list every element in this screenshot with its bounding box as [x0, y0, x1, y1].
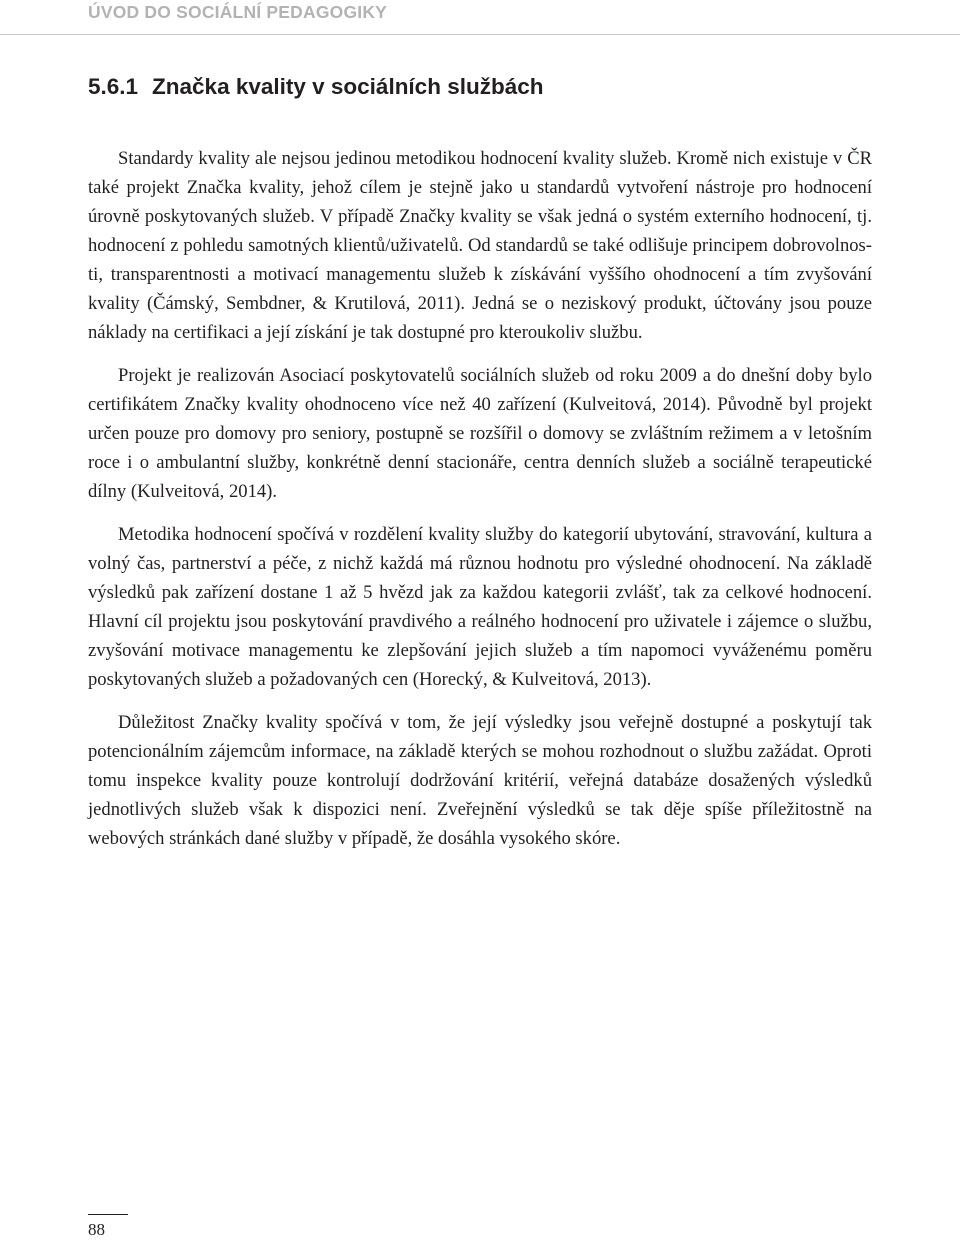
body-text — [88, 144, 872, 867]
page-number: 88 — [88, 1220, 105, 1239]
paragraph: Standardy kvality ale nejsou jedinou metodikou hodnocení kvality služeb. Kromě nich existuje v ČR také projekt Značka kvality, jehož cílem je stejně jako u standardů vytvoření nástroje pro hodnocení úrovně poskytovaných služeb. V případě Značky kvality se však jedná o systém externího hodnocení, tj. hodnocení z pohledu samotných klientů/uživatelů. Od standardů se také odlišuje principem dobrovolnosti, transparentnosti a motivací managementu služeb k získávání vyššího ohodnocení a tím zvyšování kvality (Čámský, Sembdner, & Krutilová, 2011). Jedná se o neziskový produkt, účtovány jsou pouze náklady na certifikaci a její získání je tak dostupné pro kteroukoliv službu. — [88, 148, 872, 343]
section-heading — [88, 74, 543, 100]
section-title: Značka kvality v sociálních službách — [152, 74, 544, 99]
running-header: ÚVOD DO SOCIÁLNÍ PEDAGOGIKY — [88, 2, 388, 22]
paragraph: Projekt je realizován Asociací poskytovatelů sociálních služeb od roku 2009 a do dnešní doby bylo certifikátem Značky kvality ohodnoceno více než 40 zařízení (Kulveitová, 2014). Původně byl projekt určen pouze pro domovy pro seniory, postupně se rozšířil o domovy se zvláštním režimem a v letošním roce i o ambulantní služby, konkrétně denní stacionáře, centra denních služeb a sociálně terapeutické dílny (Kulveitová, 2014). — [88, 365, 872, 502]
paragraph: Důležitost Značky kvality spočívá v tom, že její výsledky jsou veřejně dostupné a poskytují tak potencionálním zájemcům informace, na základě kterých se mohou rozhodnout o službu zažádat. Oproti tomu inspekce kvality pouze kontrolují dodržování kritérií, veřejná databáze dosažených výsledků jednotlivých služeb však k dispozici není. Zveřejnění výsledků se tak děje spíše příležitostně na webových stránkách dané služby v případě, že dosáhla vysokého skóre. — [88, 712, 872, 849]
paragraph: Metodika hodnocení spočívá v rozdělení kvality služby do kategorií ubytování, stravování, kultura a volný čas, partnerství a péče, z nichž každá má různou hodnotu pro výsledné ohodnocení. Na základě výsledků pak zařízení dostane 1 až 5 hvězd jak za každou kategorii zvlášť, tak za celkové hodnocení. Hlavní cíl projektu jsou poskytování pravdivého a reálného hodnocení pro uživatele i zájemce o službu, zvyšování motivace managementu ke zlepšování jejich služeb a tím napomoci vyváženému poměru poskytovaných služeb a požadovaných cen (Horecký, & Kulveitová, 2013). — [88, 524, 872, 690]
header-divider — [0, 34, 960, 35]
section-number: 5.6.1 — [88, 74, 139, 99]
footer-divider — [88, 1214, 128, 1215]
